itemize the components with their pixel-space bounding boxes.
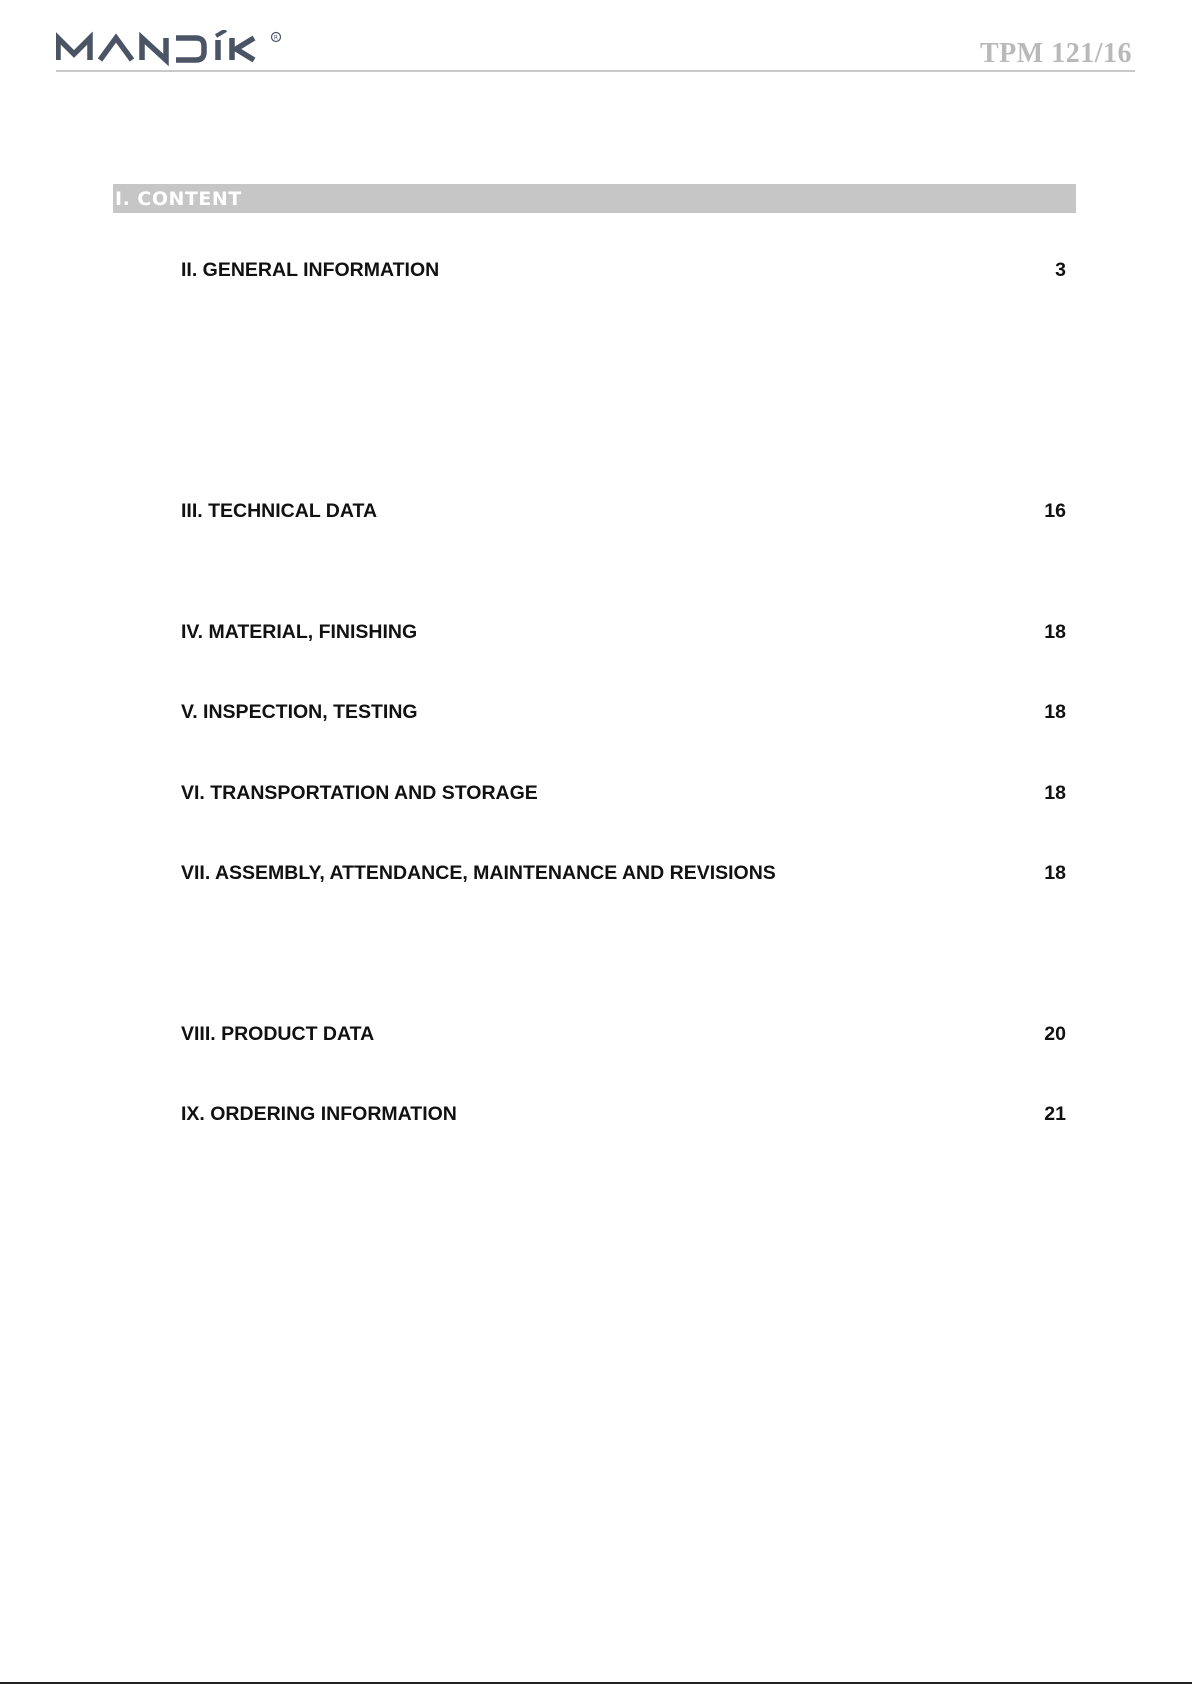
toc-entry-inspection-testing[interactable]: [181, 701, 1066, 727]
toc-entry-general-information[interactable]: [181, 259, 1066, 285]
toc-entry-page: 18: [1044, 862, 1066, 884]
toc-entry-page: 18: [1044, 782, 1066, 804]
toc-entry-material-finishing[interactable]: [181, 621, 1066, 647]
section-heading: I. CONTENT: [115, 188, 242, 210]
header-divider: [56, 70, 1135, 72]
toc-entry-label: IX. ORDERING INFORMATION: [181, 1103, 457, 1125]
toc-entry-assembly-maintenance[interactable]: [181, 862, 1066, 888]
toc-entry-label: IV. MATERIAL, FINISHING: [181, 621, 418, 643]
toc-entry-page: 21: [1044, 1103, 1066, 1125]
toc-entry-page: 3: [1055, 259, 1066, 281]
footer-divider: [0, 1682, 1192, 1684]
toc-entry-label: VII. ASSEMBLY, ATTENDANCE, MAINTENANCE AND REVISIONS: [181, 862, 776, 884]
toc-entry-label: III. TECHNICAL DATA: [181, 500, 378, 522]
toc-entry-label: VI. TRANSPORTATION AND STORAGE: [181, 782, 538, 804]
toc-entry-label: V. INSPECTION, TESTING: [181, 701, 418, 723]
toc-entry-page: 16: [1044, 500, 1066, 522]
section-heading-bar: [113, 184, 1076, 213]
mandik-logo: [56, 30, 286, 70]
toc-entry-product-data[interactable]: [181, 1023, 1066, 1049]
toc-entry-label: VIII. PRODUCT DATA: [181, 1023, 375, 1045]
document-code: TPM 121/16: [980, 38, 1132, 69]
toc-entry-page: 18: [1044, 621, 1066, 643]
toc-entry-technical-data[interactable]: [181, 500, 1066, 526]
toc-entry-page: 18: [1044, 701, 1066, 723]
toc-entry-ordering-information[interactable]: [181, 1103, 1066, 1129]
toc-entry-page: 20: [1044, 1023, 1066, 1045]
toc-entry-transportation-storage[interactable]: [181, 782, 1066, 808]
toc-entry-label: II. GENERAL INFORMATION: [181, 259, 440, 281]
svg-text:R: R: [273, 34, 279, 42]
